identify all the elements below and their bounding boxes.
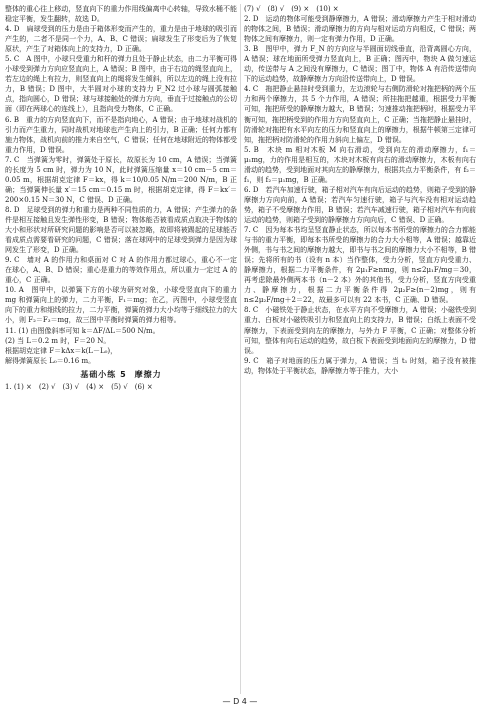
answer-paragraph: 根据胡克定律 F＝kΔx＝k(L－L₀)，: [5, 346, 118, 355]
answer-paragraph: 解得弹簧原长 L₀＝0.16 m。: [5, 356, 96, 365]
answer-paragraph: 6. D 若汽车加速行驶，箱子相对汽车有向后运动的趋势，则箱子受到的静摩擦力方向向前，A 错误；若汽车匀速行驶，箱子与汽车没有相对运动趋势，箱子不受摩擦力作用，B 错误；若汽车减速行驶，箱子相对汽车有向前运动的趋势，则箱子受到的静摩擦力方向向后，C 错误、D 正确。: [244, 185, 476, 224]
right-column: [244, 4, 476, 694]
answer-paragraph: 11. (1) 由图像斜率可知 k＝ΔF/ΔL＝500 N/m。: [5, 326, 160, 335]
answer-paragraph: 6. B 重力的方向竖直向下，而不是指向地心，A 错误；由于地球对战机的引力而产生重力，同时战机对地球也产生向上的引力，B 正确；任何力都有施力物体，战机向前的推力来自空气，C 错误；任何在地球附近的物体都受重力作用，D 错误。: [5, 115, 237, 154]
answer-paragraph: 9. C 墙对 A 的作用力和桌面对 C 对 A 的作用力都过球心，重心不一定在球心，A、B、D 错误；重心是重力的等效作用点，所以重力一定过 A 的重心，C 正确。: [5, 256, 237, 285]
column-divider: [240, 4, 241, 694]
answer-paragraph: 4. D 扁球受到的压力是由于箱体形变而产生的，重力是由于地球的吸引而产生的，二者不是同一个力，A、B、C 错误；扁球发生了形变后为了恢复原状，产生了对箱体向上的支持力，D 正确。: [5, 25, 237, 54]
section-title: 基础小练 5: [80, 369, 127, 379]
answer-paragraph: 7. C 当弹簧为零时，弹簧处于原长，故原长为 10 cm，A 错误；当弹簧的长度为 5 cm 时，弹力为 10 N，此时弹簧压缩量 x＝10 cm－5 cm＝0.05 m，根据胡克定律 F＝kx，得 k＝10/0.05 N/m＝200 N/m，B 正确；当弹簧伸长量 x′＝15 cm＝0.15 m 时，根据胡克定律，得 F＝kx′＝200×0.15 N＝30 N，C 错误、D 正确。: [5, 155, 237, 204]
answer-paragraph: 5. B 木块 m 相对木板 M 向右滑动，受到向左的滑动摩擦力，f₁＝μ₁mg，力的作用是相互的，木块对木板有向右的滑动摩擦力，木板有向右滑动的趋势，受到地面对其向左的静摩擦力，根据共点力平衡条件，有 f₂＝f₁，则 f₂＝μ₁mg，B 正确。: [244, 145, 476, 184]
answer-paragraph: 2. D 运动的物体可能受到静摩擦力，A 错误；滑动摩擦力产生于相对滑动的物体之间，B 错误；滑动摩擦力的方向与相对运动方向相反，C 错误；两物体之间有摩擦力，则一定有弹力作用，D 正确。: [244, 15, 476, 44]
answer-paragraph: 1. (1) × (2) √ (3) √ (4) × (5) √ (6) ×: [5, 382, 153, 391]
answer-paragraph: 5. C A 图中，小球只受重力和杆的弹力且处于静止状态，由二力平衡可得小球受到弹力方向应竖直向上，A 错误；B 图中，由于右边的绳竖直向上，若左边的绳上有拉力，则竖直向上的绳将发生倾斜，所以左边的绳上没有拉力，B 错误；D 图中，大半圆对小球的支持力 F_N2 过小球与圆弧接触点，指向圆心，D 错误；球与球接触处的弹力方向，垂直于过接触点的公切面（即在两球心的连线上），且指向受力物体，C 正确。: [5, 55, 237, 114]
answer-paragraph: 4. C 拖把静止悬挂时受到重力，左边滚轮与右侧防滑轮对拖把柄的两个压力和两个摩擦力，共 5 个力作用，A 错误；所挂拖把越重，根据受力平衡可知，拖把所受的静摩擦力越大，B 错误；匀速推动拖把柄时，根据受力平衡可知，拖把柄受到的作用力方向竖直向上，C 正确；当拖把静止悬挂时，防滑轮对拖把有水平向左的压力和竖直向上的摩擦力，根据牛顿第三定律可知，拖把柄对防滑轮的作用力斜向上偏左，D 错误。: [244, 85, 476, 144]
answer-paragraph: 8. D 足球受到的弹力和重力是两种不同性质的力，A 错误；产生弹力的条件是相互接触且发生弹性形变，B 错误；物体能否被看成质点取决于物体的大小和形状对所研究问题的影响是否可以被忽略，故即将被踢起的足球能否看成质点需要看研究的问题，C 错误；落在球网中的足球受到弹力是因为球网发生了形变，D 正确。: [5, 205, 237, 255]
answer-paragraph: (2) 当 L＝0.2 m 时，F＝20 N。: [5, 336, 111, 345]
section-heading: [5, 369, 237, 380]
answer-paragraph: 7. C 因为每本书均呈竖直静止状态，所以每本书所受的摩擦力的合力都能与书的重力平衡，即每本书所受的摩擦力的合力大小相等，A 错误；越靠近外侧，书与书之间的摩擦力越大，即书与书之间的摩擦力大小不相等，B 错误；先将所有的书（设有 n 本）当作整体，受力分析，竖直方向受重力、静摩擦力，根据二力平衡条件，有 2μ₁F≥nmg，则 n≤2μ₁F/mg＝30，再考虑除最外侧两本书（n－2 本）外的其他书，受力分析，竖直方向受重力、静摩擦力，根据二力平衡条件得 2μ₂F≥(n－2)mg，则有 n≤2μ₂F/mg＋2＝22，故最多可以有 22 本书，C 正确、D 错误。: [244, 226, 476, 305]
answer-paragraph: 8. C 小磁铁处于静止状态，在水平方向不受摩擦力，A 错误；小磁铁受到重力、白板对小磁铁吸引力和竖直向上的支持力，B 错误；白纸上表面不受摩擦力，下表面受到向左的摩擦力，与外力 F 平衡，C 正确；对整体分析可知，整体有向右运动的趋势，故白板下表面受到地面向左的摩擦力，D 错误。: [244, 306, 476, 355]
answer-paragraph: (7) √ (8) √ (9) × (10) ×: [244, 5, 339, 13]
section-subtitle: 摩擦力: [134, 369, 162, 379]
answer-paragraph: 9. C 箱子对地面的压力属于弹力，A 错误；当 t₁ 时刻，箱子没有被推动，物体处于平衡状态，静摩擦力等于推力，大小: [244, 356, 476, 375]
page-number: — D 4 —: [222, 697, 258, 706]
answer-paragraph: 整体的重心往上移动，竖直向下的重力作用线偏离中心转轴，导致水桶不能稳定平衡，发生翻转，故选 D。: [5, 5, 237, 24]
left-column: [5, 4, 237, 694]
answer-paragraph: 10. A 图甲中，以弹簧下方的小球为研究对象，小球受竖直向下的重力 mg 和弹簧向上的弹力，二力平衡，F₁＝mg；在乙，丙图中，小球受竖直向下的重力和细线的拉力，二力平衡，弹簧的弹力大小均等于细线拉力的大小，则 F₂＝F₃＝mg，故三图中平衡时弹簧的弹力相等。: [5, 286, 237, 325]
answer-paragraph: 3. B 图甲中，弹力 F_N 的方向应与半圆面切线垂直，沿背离圆心方向，A 错误；球在地面所受弹力竖直向上，B 正确；图丙中，物块 A 做匀速运动，传送带与 A 之间没有摩擦力，C 错误；图丁中，物体 A 有沿传送带向下的运动趋势，故静摩擦力方向沿传送带向上，D 错误。: [244, 45, 476, 84]
